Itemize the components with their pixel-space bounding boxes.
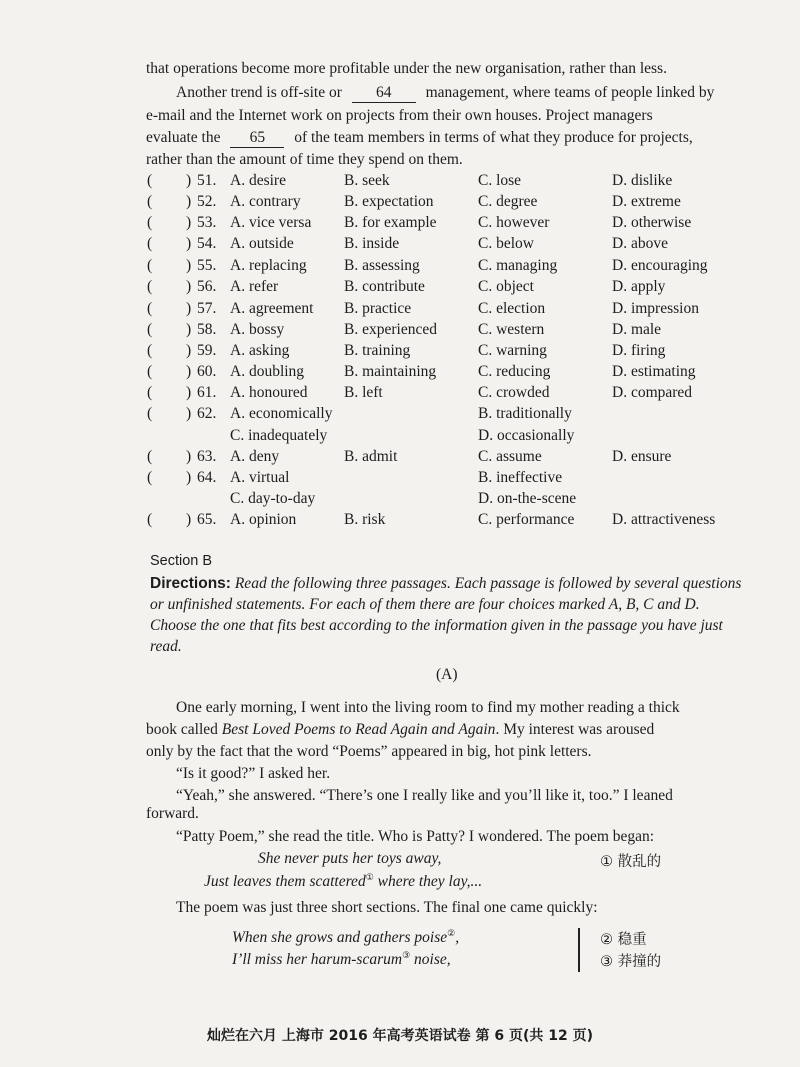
option-d: D. estimating bbox=[612, 363, 696, 380]
option-b: B. risk bbox=[344, 511, 386, 528]
option-a: A. asking bbox=[230, 342, 290, 359]
question-number: 65. bbox=[197, 511, 217, 528]
option-a: A. refer bbox=[230, 278, 279, 295]
option-c: C. day-to-day bbox=[230, 490, 316, 507]
passage-line bbox=[146, 721, 654, 739]
question-number: 52. bbox=[197, 193, 217, 210]
option-d: D. extreme bbox=[612, 193, 681, 210]
option-a: A. vice versa bbox=[230, 214, 312, 231]
option-d: D. impression bbox=[612, 300, 699, 317]
directions-label: Directions: bbox=[150, 575, 231, 592]
option-b: B. seek bbox=[344, 172, 390, 189]
page-footer: 灿烂在六月 上海市 2016 年高考英语试卷 第 6 页(共 12 页) bbox=[207, 1028, 593, 1044]
poem-text: I’ll miss her harum-scarum bbox=[232, 951, 403, 969]
option-b: B. maintaining bbox=[344, 363, 437, 380]
poem-line bbox=[232, 928, 459, 947]
answer-paren: ( bbox=[147, 405, 153, 422]
option-b: B. inside bbox=[344, 235, 400, 252]
answer-paren: ) bbox=[186, 448, 192, 465]
option-c: C. warning bbox=[478, 342, 547, 359]
poem-text: where they lay,... bbox=[373, 873, 483, 891]
book-title: Best Loved Poems to Read Again and Again bbox=[221, 721, 496, 738]
answer-paren: ) bbox=[186, 172, 192, 189]
option-d: D. compared bbox=[612, 384, 693, 401]
footnote-mark: ① bbox=[365, 872, 374, 882]
question-number: 63. bbox=[197, 448, 217, 465]
option-a: A. virtual bbox=[230, 469, 290, 486]
option-a: A. replacing bbox=[230, 257, 307, 274]
option-c: C. below bbox=[478, 235, 534, 252]
answer-paren: ( bbox=[147, 214, 153, 231]
option-c: C. object bbox=[478, 278, 534, 295]
answer-paren: ( bbox=[147, 235, 153, 252]
option-d: D. apply bbox=[612, 278, 666, 295]
poem-line bbox=[232, 950, 451, 969]
answer-paren: ) bbox=[186, 384, 192, 401]
answer-paren: ( bbox=[147, 448, 153, 465]
option-d: D. above bbox=[612, 235, 668, 252]
question-number: 56. bbox=[197, 278, 217, 295]
option-b: B. for example bbox=[344, 214, 437, 231]
footnote-mark: ② bbox=[447, 928, 456, 938]
answer-paren: ) bbox=[186, 342, 192, 359]
option-a: A. doubling bbox=[230, 363, 305, 380]
answer-paren: ) bbox=[186, 214, 192, 231]
option-b: B. training bbox=[344, 342, 411, 359]
answer-paren: ( bbox=[147, 342, 153, 359]
passage-line: “Is it good?” I asked her. bbox=[176, 765, 331, 782]
answer-paren: ( bbox=[147, 172, 153, 189]
option-d: D. dislike bbox=[612, 172, 673, 189]
option-b: B. experienced bbox=[344, 321, 437, 338]
answer-paren: ( bbox=[147, 511, 153, 528]
option-c: C. western bbox=[478, 321, 545, 338]
question-number: 51. bbox=[197, 172, 217, 189]
answer-paren: ) bbox=[186, 363, 192, 380]
option-d: D. attractiveness bbox=[612, 511, 716, 528]
answer-paren: ( bbox=[147, 257, 153, 274]
option-c: C. reducing bbox=[478, 363, 551, 380]
poem-text: noise, bbox=[410, 951, 451, 969]
option-c: C. lose bbox=[478, 172, 522, 189]
passage-text: book called bbox=[146, 721, 222, 738]
option-b: B. assessing bbox=[344, 257, 420, 274]
section-title: Section B bbox=[150, 553, 213, 569]
question-number: 55. bbox=[197, 257, 217, 274]
option-c: C. performance bbox=[478, 511, 575, 528]
passage-text: of the team members in terms of what they produce for projects, bbox=[294, 129, 693, 146]
gloss: ③ 莽撞的 bbox=[600, 954, 662, 970]
option-d: D. occasionally bbox=[478, 427, 575, 444]
answer-paren: ( bbox=[147, 321, 153, 338]
question-number: 61. bbox=[197, 384, 217, 401]
passage-line bbox=[176, 84, 714, 103]
option-c: C. degree bbox=[478, 193, 538, 210]
option-c: C. managing bbox=[478, 257, 558, 274]
option-c: C. inadequately bbox=[230, 427, 328, 444]
answer-paren: ( bbox=[147, 300, 153, 317]
question-number: 64. bbox=[197, 469, 217, 486]
passage-line: The poem was just three short sections. The final one came quickly: bbox=[176, 899, 598, 916]
option-a: A. deny bbox=[230, 448, 280, 465]
passage-line: e-mail and the Internet work on projects from their own houses. Project managers bbox=[146, 107, 653, 124]
option-b: B. traditionally bbox=[478, 405, 572, 422]
answer-paren: ) bbox=[186, 300, 192, 317]
option-d: D. on-the-scene bbox=[478, 490, 577, 507]
option-a: A. contrary bbox=[230, 193, 301, 210]
question-number: 53. bbox=[197, 214, 217, 231]
answer-paren: ( bbox=[147, 384, 153, 401]
question-number: 62. bbox=[197, 405, 217, 422]
answer-paren: ) bbox=[186, 511, 192, 528]
answer-paren: ) bbox=[186, 321, 192, 338]
passage-label: (A) bbox=[436, 666, 458, 683]
option-b: B. contribute bbox=[344, 278, 425, 295]
passage-line: only by the fact that the word “Poems” appeared in big, hot pink letters. bbox=[146, 743, 592, 760]
answer-paren: ) bbox=[186, 278, 192, 295]
question-number: 60. bbox=[197, 363, 217, 380]
option-c: C. crowded bbox=[478, 384, 550, 401]
option-d: D. male bbox=[612, 321, 662, 338]
gloss: ② 稳重 bbox=[600, 932, 647, 948]
poem-text: , bbox=[455, 929, 460, 947]
passage-text: Another trend is off-site or bbox=[176, 84, 342, 101]
gloss-divider bbox=[578, 928, 580, 972]
option-c: C. assume bbox=[478, 448, 542, 465]
option-a: A. desire bbox=[230, 172, 286, 189]
footnote-mark: ③ bbox=[402, 950, 411, 960]
question-number: 57. bbox=[197, 300, 217, 317]
passage-line: One early morning, I went into the living room to find my mother reading a thick bbox=[176, 699, 680, 716]
poem-text: Just leaves them scattered bbox=[204, 873, 366, 891]
passage-line bbox=[146, 129, 693, 148]
option-d: D. encouraging bbox=[612, 257, 708, 274]
poem-line bbox=[204, 872, 482, 891]
passage-line: forward. bbox=[146, 805, 199, 822]
option-b: B. admit bbox=[344, 448, 398, 465]
answer-paren: ( bbox=[147, 278, 153, 295]
option-b: B. expectation bbox=[344, 193, 434, 210]
option-c: C. however bbox=[478, 214, 550, 231]
option-a: A. agreement bbox=[230, 300, 314, 317]
option-d: D. firing bbox=[612, 342, 666, 359]
option-a: A. opinion bbox=[230, 511, 297, 528]
option-a: A. honoured bbox=[230, 384, 308, 401]
gloss: ① 散乱的 bbox=[600, 854, 662, 870]
poem-text: When she grows and gathers poise bbox=[232, 929, 448, 947]
option-a: A. bossy bbox=[230, 321, 285, 338]
directions-text: Read the following three passages. Each passage is followed by several questions or unfinished statements. For each of them there are four choices marked A, B, C and D. Choose the one that fits best according to the information given in the passage you have just read. bbox=[150, 575, 742, 655]
poem-line: She never puts her toys away, bbox=[258, 850, 442, 867]
answer-paren: ) bbox=[186, 235, 192, 252]
answer-paren: ) bbox=[186, 257, 192, 274]
passage-text: evaluate the bbox=[146, 129, 221, 146]
option-b: B. left bbox=[344, 384, 383, 401]
answer-paren: ( bbox=[147, 193, 153, 210]
option-d: D. otherwise bbox=[612, 214, 692, 231]
option-b: B. practice bbox=[344, 300, 412, 317]
blank-64: 64 bbox=[352, 84, 416, 103]
blank-65: 65 bbox=[230, 129, 284, 148]
answer-paren: ( bbox=[147, 469, 153, 486]
option-d: D. ensure bbox=[612, 448, 672, 465]
option-a: A. economically bbox=[230, 405, 333, 422]
question-number: 54. bbox=[197, 235, 217, 252]
passage-line: rather than the amount of time they spend on them. bbox=[146, 151, 463, 168]
question-number: 58. bbox=[197, 321, 217, 338]
passage-line: “Yeah,” she answered. “There’s one I really like and you’ll like it, too.” I leaned bbox=[176, 787, 673, 804]
question-number: 59. bbox=[197, 342, 217, 359]
passage-text: . My interest was aroused bbox=[495, 721, 655, 738]
passage-line: “Patty Poem,” she read the title. Who is Patty? I wondered. The poem began: bbox=[176, 828, 655, 845]
answer-paren: ) bbox=[186, 405, 192, 422]
option-b: B. ineffective bbox=[478, 469, 563, 486]
passage-text: management, where teams of people linked by bbox=[425, 84, 715, 101]
passage-line: that operations become more profitable under the new organisation, rather than less. bbox=[146, 60, 667, 77]
answer-paren: ) bbox=[186, 469, 192, 486]
option-a: A. outside bbox=[230, 235, 294, 252]
answer-paren: ( bbox=[147, 363, 153, 380]
option-c: C. election bbox=[478, 300, 546, 317]
directions bbox=[150, 573, 742, 657]
answer-paren: ) bbox=[186, 193, 192, 210]
